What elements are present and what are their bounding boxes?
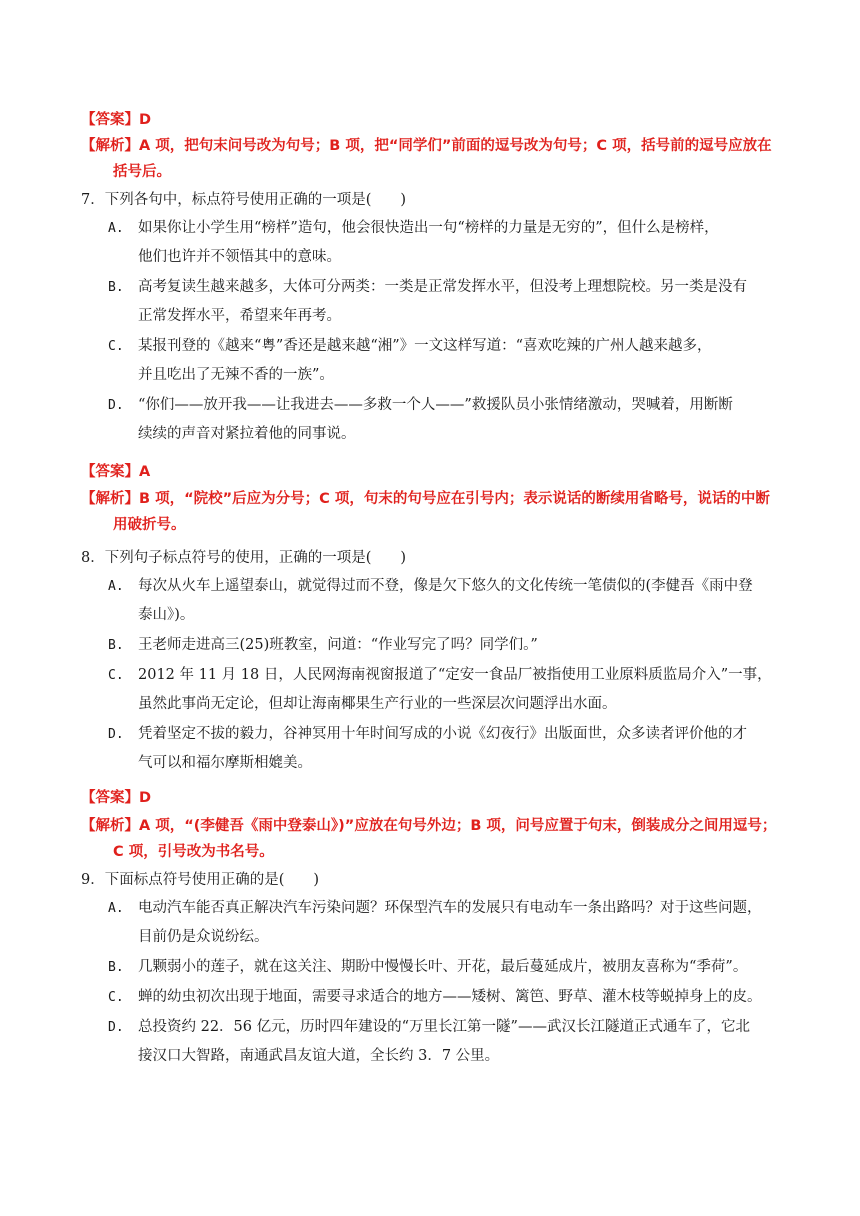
option-text: “你们——放开我——让我进去——多救一个人——”救援队员小张情绪激动，哭喊着，用断断 — [138, 397, 733, 413]
option-d — [108, 1013, 788, 1070]
option-text: 总投资约 22．56 亿元，历时四年建设的“万里长江第一隧”——武汉长江隧道正式通车了，它北 — [138, 1019, 750, 1035]
option-text: 王老师走进高三(25)班教室，问道：“作业写完了吗？同学们。” — [138, 637, 538, 653]
option-text: 高考复读生越来越多，大体可分两类：一类是正常发挥水平，但没考上理想院校。另一类是没有 — [138, 279, 747, 295]
option-text: 并且吃出了无辣不香的一族”。 — [138, 367, 334, 383]
option-text: 2012 年 11 月 18 日，人民网海南视窗报道了“定安一食品厂被指使用工业原料质监局介入”一事， — [138, 667, 772, 683]
option-text: 目前仍是众说纷纭。 — [138, 929, 269, 945]
option-letter: B. — [108, 638, 124, 653]
answer-label: 【答案】D — [81, 790, 152, 806]
explanation-line: C 项，引号改为书名号。 — [113, 844, 274, 860]
option-d — [108, 391, 788, 448]
question-stem: 8．下列句子标点符号的使用，正确的一项是( ) — [81, 550, 407, 566]
question-stem: 7．下列各句中，标点符号使用正确的一项是( ) — [81, 192, 407, 208]
option-text: 正常发挥水平，希望来年再考。 — [138, 308, 341, 324]
option-letter: D. — [108, 1020, 124, 1035]
option-a — [108, 572, 788, 629]
explanation — [81, 486, 801, 538]
option-text: 接汉口大智路，南通武昌友谊大道，全长约 3．7 公里。 — [138, 1048, 500, 1064]
option-b — [108, 631, 788, 660]
option-letter: C. — [108, 990, 124, 1005]
option-c — [108, 983, 788, 1012]
option-text: 某报刊登的《越来“粤”香还是越来越“湘”》一文这样写道：“喜欢吃辣的广州人越来越多， — [138, 338, 712, 354]
option-letter: C. — [108, 339, 124, 354]
option-letter: A. — [108, 579, 124, 594]
explanation-line: 【解析】A 项，“(李健吾《雨中登泰山》)”应放在句号外边；B 项，问号应置于句末，倒装成分之间用逗号； — [81, 818, 777, 834]
answer-label: 【答案】D — [81, 112, 152, 128]
option-a — [108, 894, 788, 951]
option-text: 如果你让小学生用“榜样”造句，他会很快造出一句“榜样的力量是无穷的”，但什么是榜样， — [138, 220, 719, 236]
option-text: 每次从火车上遥望泰山，就觉得过而不登，像是欠下悠久的文化传统一笔债似的(李健吾《雨中登 — [138, 578, 753, 594]
option-b — [108, 273, 788, 330]
option-text: 他们也许并不领悟其中的意味。 — [138, 249, 341, 265]
explanation-line: 【解析】A 项，把句末问号改为句号；B 项，把“同学们”前面的逗号改为句号；C 项，括号前的逗号应放在 — [81, 138, 772, 154]
option-letter: A. — [108, 901, 124, 916]
explanation — [81, 133, 801, 185]
option-letter: D. — [108, 727, 124, 742]
option-text: 几颗弱小的莲子，就在这关注、期盼中慢慢长叶、开花，最后蔓延成片，被朋友喜称为“季荷”。 — [138, 959, 748, 975]
option-text: 泰山》)。 — [138, 607, 195, 623]
option-letter: B. — [108, 280, 124, 295]
option-letter: C. — [108, 668, 124, 683]
option-c — [108, 332, 788, 389]
option-c — [108, 661, 788, 718]
option-letter: B. — [108, 960, 124, 975]
option-text: 续续的声音对紧拉着他的同事说。 — [138, 426, 356, 442]
option-d — [108, 720, 788, 777]
option-a — [108, 214, 788, 271]
option-b — [108, 953, 788, 982]
option-text: 蝉的幼虫初次出现于地面，需要寻求适合的地方——矮树、篱笆、野草、灌木枝等蜕掉身上的皮。 — [138, 989, 762, 1005]
explanation-line: 括号后。 — [113, 164, 171, 180]
explanation — [81, 813, 801, 865]
option-text: 电动汽车能否真正解决汽车污染问题？环保型汽车的发展只有电动车一条出路吗？对于这些问题， — [138, 900, 762, 916]
option-text: 虽然此事尚无定论，但却让海南椰果生产行业的一些深层次问题浮出水面。 — [138, 696, 617, 712]
option-letter: D. — [108, 398, 124, 413]
question-stem: 9．下面标点符号使用正确的是( ) — [81, 872, 320, 888]
explanation-line: 【解析】B 项，“院校”后应为分号；C 项，句末的句号应在引号内；表示说话的断续用省略号，说话的中断 — [81, 491, 770, 507]
option-text: 凭着坚定不拔的毅力，谷神冥用十年时间写成的小说《幻夜行》出版面世，众多读者评价他的才 — [138, 726, 747, 742]
explanation-line: 用破折号。 — [113, 517, 186, 533]
option-text: 气可以和福尔摩斯相媲美。 — [138, 755, 312, 771]
option-letter: A. — [108, 221, 124, 236]
answer-label: 【答案】A — [81, 464, 151, 480]
